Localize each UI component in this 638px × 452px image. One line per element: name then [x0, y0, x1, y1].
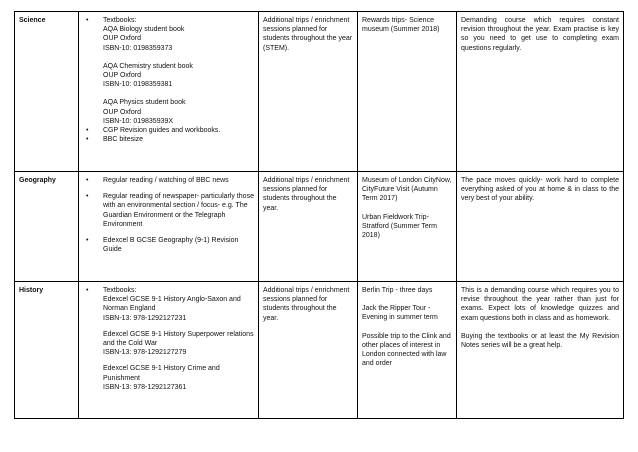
- advice-cell: [457, 282, 624, 419]
- trips-cell: [358, 282, 457, 419]
- book-isbn: ISBN-13: 978-1292127231: [103, 314, 187, 322]
- resources-cell: [79, 172, 259, 282]
- advice-cell: [457, 172, 624, 282]
- list-item: [83, 16, 254, 126]
- book-publisher: OUP Oxford: [103, 35, 141, 43]
- book-title: Edexcel GCSE 9-1 History Superpower relations and the Cold War: [103, 330, 254, 348]
- trip-text: Berlin Trip - three days: [362, 287, 433, 294]
- book-isbn: ISBN-13: 978-1292127279: [103, 349, 187, 357]
- subject-cell: Geography: [15, 172, 79, 282]
- trip-text: Rewards trips- Science museum (Summer 2018): [362, 17, 440, 34]
- book-isbn: ISBN-13: 978-1292127361: [103, 383, 187, 391]
- resources-list: [83, 286, 254, 392]
- book-isbn: ISBN-10: 019835939X: [103, 117, 174, 125]
- list-item: • CGP Revision guides and workbooks.: [83, 126, 254, 135]
- advice-text: This is a demanding course which requires you to revise throughout the year rather than just for exams. Expect lots of knowledge quizzes and exam questions both in class and as homework.: [461, 287, 619, 322]
- advice-text: The pace moves quickly- work hard to complete everything asked of you at home & in class to the very best of your ability.: [461, 177, 619, 203]
- book-title: AQA Physics student book: [103, 99, 186, 107]
- resources-list: [83, 176, 254, 254]
- subject-cell: Science: [15, 12, 79, 172]
- enrichment-text: Additional trips / enrichment sessions planned for students throughout the year.: [263, 177, 350, 212]
- subject-cell: History: [15, 282, 79, 419]
- resources-list: [83, 16, 254, 144]
- list-item: • Regular reading / watching of BBC news: [83, 176, 254, 185]
- resources-cell: [79, 12, 259, 172]
- trip-text: Museum of London CityNow, CityFuture Visit (Autumn Term 2017): [362, 177, 452, 203]
- book-publisher: OUP Oxford: [103, 72, 141, 80]
- enrichment-cell: [259, 12, 358, 172]
- book-title: Edexcel GCSE 9-1 History Crime and Punishment: [103, 365, 220, 382]
- book-isbn: ISBN-10: 0198359373: [103, 44, 173, 52]
- book-isbn: ISBN-10: 0198359381: [103, 81, 173, 89]
- book-title: AQA Chemistry student book: [103, 62, 193, 70]
- book-title: Edexcel GCSE 9-1 History Anglo-Saxon and Norman England: [103, 296, 241, 313]
- trip-text: Urban Fieldwork Trip- Stratford (Summer Term 2018): [362, 213, 437, 240]
- subject-table: [14, 11, 624, 419]
- advice-text: Demanding course which requires constant revision throughout the year. Exam practise is key so you need to get use to completing exam questions regularly.: [461, 17, 619, 52]
- resources-cell: [79, 282, 259, 419]
- textbooks-label: • Textbooks:: [103, 287, 137, 294]
- book-title: AQA Biology student book: [103, 26, 185, 34]
- list-item: • Edexcel B GCSE Geography (9-1) Revision Guide: [83, 236, 254, 254]
- table-row: [15, 172, 624, 282]
- list-item: • BBC bitesize: [83, 135, 254, 144]
- list-item: • Regular reading of newspaper- particularly those with an environmental section / focus- e.g. The Guardian Environment or the Telegraph Environment: [83, 192, 254, 229]
- list-item: [83, 286, 254, 392]
- book-publisher: OUP Oxford: [103, 108, 141, 116]
- enrichment-cell: [259, 282, 358, 419]
- advice-cell: [457, 12, 624, 172]
- enrichment-text: Additional trips / enrichment sessions planned for students throughout the year (STEM).: [263, 17, 353, 52]
- table-row: [15, 282, 624, 419]
- table-row: [15, 12, 624, 172]
- trips-cell: [358, 172, 457, 282]
- textbooks-label: • Textbooks:: [103, 17, 137, 24]
- trips-cell: [358, 12, 457, 172]
- enrichment-cell: [259, 172, 358, 282]
- trip-text: Possible trip to the Clink and other places of interest in London connected with law and order: [362, 332, 451, 368]
- advice-text: Buying the textbooks or at least the My Revision Notes series will be a great help.: [461, 332, 619, 350]
- enrichment-text: Additional trips / enrichment sessions planned for students throughout the year.: [263, 287, 350, 322]
- trip-text: Jack the Ripper Tour - Evening in summer term: [362, 305, 438, 322]
